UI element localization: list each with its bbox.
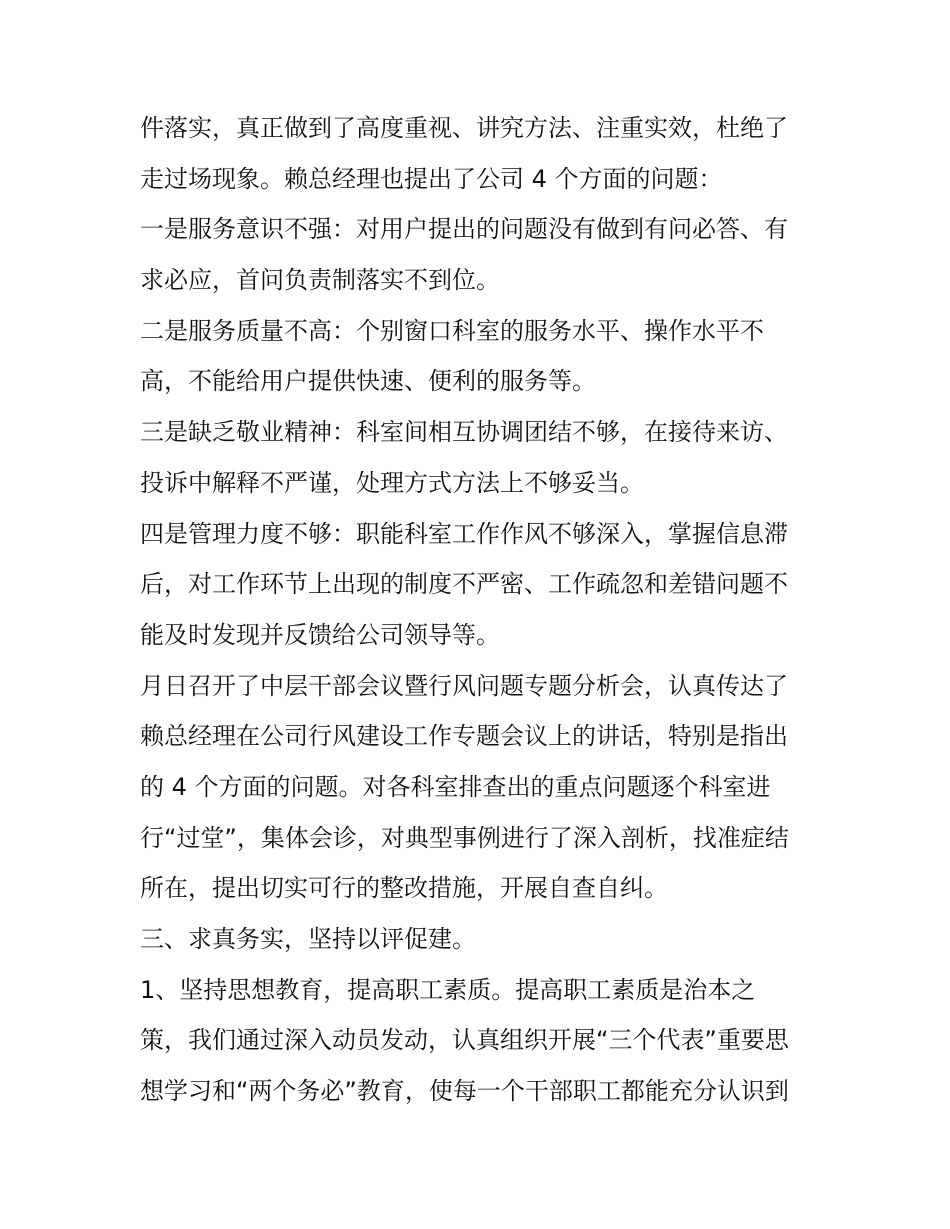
text-line: 高，不能给用户提供快速、便利的服务等。 [140,367,596,396]
text-line: 投诉中解释不严谨，处理方式方法上不够妥当。 [140,468,644,497]
text-line: 四是管理力度不够：职能科室工作作风不够深入，掌握信息滞 [140,519,788,548]
text-line: 能及时发现并反馈给公司领导等。 [140,620,500,649]
text-line: 一是服务意识不强：对用户提出的问题没有做到有问必答、有 [140,215,788,244]
text-line: 月日召开了中层干部会议暨行风问题专题分析会，认真传达了 [140,671,788,700]
text-line: 的 4 个方面的问题。对各科室排查出的重点问题逐个科室进 [140,772,771,801]
text-line: 后，对工作环节上出现的制度不严密、工作疏忽和差错问题不 [140,570,788,599]
text-line: 二是服务质量不高：个别窗口科室的服务水平、操作水平不 [140,316,764,345]
section-heading: 三、求真务实，坚持以评促建。 [140,925,476,953]
document-body [140,103,830,1117]
text-line: 所在，提出切实可行的整改措施，开展自查自纠。 [140,874,668,903]
text-line: 赖总经理在公司行风建设工作专题会议上的讲话，特别是指出 [140,722,788,751]
text-line: 件落实，真正做到了高度重视、讲究方法、注重实效，杜绝了 [140,114,788,142]
text-line: 走过场现象。赖总经理也提出了公司 4 个方面的问题： [140,164,723,193]
text-line: 行“过堂”，集体会诊，对典型事例进行了深入剖析，找准症结 [140,823,789,852]
text-line: 求必应，首问负责制落实不到位。 [140,266,500,295]
text-line: 三是缺乏敬业精神：科室间相互协调团结不够，在接待来访、 [140,418,788,447]
text-line: 想学习和“两个务必”教育，使每一个干部职工都能充分认识到 [140,1077,789,1106]
text-line: 1、坚持思想教育，提高职工素质。提高职工素质是治本之 [140,975,756,1004]
text-line: 策，我们通过深入动员发动，认真组织开展“三个代表”重要思 [140,1026,789,1055]
